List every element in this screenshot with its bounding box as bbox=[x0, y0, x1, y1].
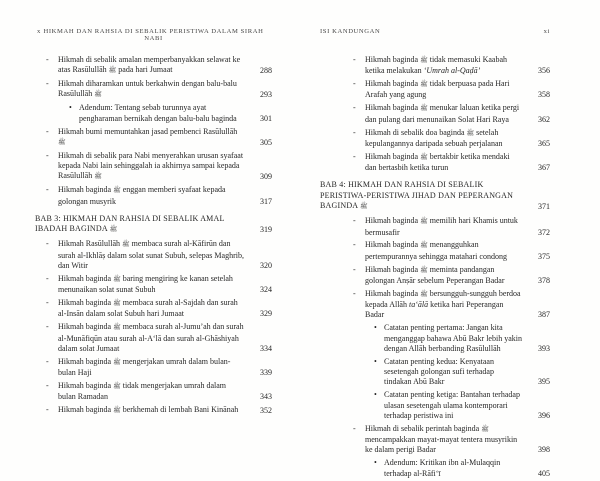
toc-entry-text: • Adendum: Tentang sebab turunnya ayat pengharaman bernikah dengan balu-balu baginda bbox=[69, 103, 237, 123]
toc-page-number: 395 bbox=[538, 377, 550, 387]
dash-bullet: - bbox=[46, 273, 49, 283]
toc-page-number: 365 bbox=[538, 138, 550, 148]
toc-entry-text: - Hikmah di sebalik doa baginda ﷺ setelah kepulangannya daripada sebuah perjalanan bbox=[353, 127, 503, 148]
folio-left: x bbox=[37, 28, 41, 35]
toc-entry bbox=[35, 405, 272, 416]
saw-honorific-symbol: ﷺ bbox=[58, 138, 66, 146]
toc-entry-text: - Hikmah baginda ﷺ membaca surah al-Sajdah dan surah al-Insān dalam solat Subuh hari Jumaat bbox=[46, 298, 238, 319]
toc-entry bbox=[320, 458, 550, 479]
toc-page-number: 362 bbox=[538, 114, 550, 124]
dash-bullet: - bbox=[353, 423, 356, 433]
toc-page-number: 378 bbox=[538, 275, 550, 285]
toc-entry bbox=[320, 103, 550, 125]
toc-entry-text: - Hikmah bumi memuntahkan jasad pembenci Rasūlullāh ﷺ bbox=[46, 126, 238, 146]
toc-entry bbox=[320, 390, 550, 421]
toc-page-number: 352 bbox=[260, 406, 272, 416]
toc-entry bbox=[35, 127, 272, 149]
saw-honorific-symbol: ﷺ bbox=[94, 91, 102, 99]
toc-page-number: 343 bbox=[260, 392, 272, 402]
saw-honorific-symbol: ﷺ bbox=[94, 173, 102, 181]
toc-chapter-entry bbox=[35, 214, 272, 236]
saw-honorific-symbol: ﷺ bbox=[113, 407, 121, 415]
toc-page-number: 398 bbox=[538, 445, 550, 455]
toc-entry-text: BAB 4: HIKMAH DAN RAHSIA DI SEBALIK PERISTIWA-PERISTIWA JIHAD DAN PEPERANGAN BAGINDA ﷺ bbox=[320, 180, 514, 210]
dash-bullet: - bbox=[353, 264, 356, 274]
toc-entry bbox=[35, 185, 272, 207]
toc-entry bbox=[35, 151, 272, 183]
dash-bullet: - bbox=[46, 126, 49, 136]
dash-bullet: - bbox=[353, 216, 356, 226]
toc-page-number: 371 bbox=[538, 201, 550, 211]
toc-entry-text: - Hikmah diharamkan untuk berkahwin dengan balu-balu Rasūlullāh ﷺ bbox=[46, 79, 237, 99]
toc-entry-text: - Hikmah Rasūlullāh ﷺ membaca surah al-Kāfirūn dan surah al-Ikhlāṣ dalam solat sunat Subuh, selepas Maghrib, dan Witir bbox=[46, 239, 244, 271]
toc-entry-text: - Hikmah baginda ﷺ menangguhkan pertempurannya sehingga matahari condong bbox=[353, 240, 507, 261]
toc-entry-text: - Hikmah baginda ﷺ baring mengiring ke kanan setelah menunaikan solat sunat Subuh bbox=[46, 273, 233, 295]
saw-honorific-symbol: ﷺ bbox=[420, 218, 428, 226]
toc-entry-text: • Adendum: Kritikan ibn al-Mulaqqin terhadap al-Rāfi‘ī bbox=[374, 458, 501, 478]
dash-bullet: - bbox=[353, 151, 356, 161]
saw-honorific-symbol: ﷺ bbox=[420, 242, 428, 250]
dash-bullet: - bbox=[353, 79, 356, 89]
saw-honorific-symbol: ﷺ bbox=[108, 67, 117, 75]
toc-entry-text: - Hikmah baginda ﷺ menukar laluan ketika pergi dan pulang dari menunaikan Solat Hari Raya bbox=[353, 103, 520, 124]
saw-honorific-symbol: ﷺ bbox=[113, 382, 121, 390]
toc-entry bbox=[35, 322, 272, 354]
toc-page-number: 387 bbox=[538, 310, 550, 320]
saw-honorific-symbol: ﷺ bbox=[420, 153, 428, 161]
toc-page-number: 393 bbox=[538, 343, 550, 353]
dash-bullet: - bbox=[46, 356, 49, 366]
saw-honorific-symbol: ﷺ bbox=[420, 105, 428, 113]
running-title-left: HIKMAH DAN RAHSIA DI SEBALIK PERISTIWA DALAM SIRAH NABI bbox=[43, 28, 264, 42]
toc-page-number: 358 bbox=[538, 90, 550, 100]
saw-honorific-symbol: ﷺ bbox=[113, 275, 121, 283]
toc-entry bbox=[320, 55, 550, 77]
dash-bullet: - bbox=[353, 288, 356, 298]
dot-bullet: • bbox=[374, 356, 377, 366]
left-page-header bbox=[35, 28, 272, 40]
toc-entry bbox=[320, 240, 550, 262]
folio-right: xi bbox=[543, 28, 550, 35]
toc-page-number: 339 bbox=[260, 368, 272, 378]
toc-entry-text: - Hikmah di sebalik amalan memperbanyakkan selawat ke atas Rasūlullāh ﷺ pada hari Jumaat bbox=[46, 55, 241, 75]
toc-page-number: 317 bbox=[260, 196, 272, 206]
toc-chapter-entry bbox=[320, 180, 550, 212]
toc-entry bbox=[35, 274, 272, 296]
saw-honorific-symbol: ﷺ bbox=[360, 202, 368, 210]
toc-entry bbox=[35, 79, 272, 101]
toc-entry-text: • Catatan penting ketiga: Bantahan terhadap ulasan sesetengah ulama kontemporari terhadap peristiwa ini bbox=[374, 390, 520, 420]
toc-page-number: 367 bbox=[538, 163, 550, 173]
toc-entry bbox=[320, 357, 550, 388]
toc-entry-text: - Hikmah baginda ﷺ berkhemah di lembah Bani Kinānah bbox=[46, 405, 239, 415]
toc-entry-text: - Hikmah di sebalik perintah baginda ﷺ mencampakkan mayat-mayat tentera musyrikin ke dalam perigi Badar bbox=[353, 423, 518, 455]
toc-page-number: 375 bbox=[538, 251, 550, 261]
dash-bullet: - bbox=[46, 405, 49, 415]
dash-bullet: - bbox=[46, 239, 49, 249]
toc-entry-text: • Catatan penting kedua: Kenyataan sesetengah golongan sufi terhadap tindakan Abū Bakr bbox=[374, 356, 494, 387]
dot-bullet: • bbox=[374, 323, 377, 333]
saw-honorific-symbol: ﷺ bbox=[122, 241, 130, 249]
dash-bullet: - bbox=[46, 150, 49, 160]
dash-bullet: - bbox=[353, 240, 356, 250]
toc-entry bbox=[320, 128, 550, 150]
toc-list-left bbox=[35, 55, 272, 416]
dash-bullet: - bbox=[353, 103, 356, 113]
saw-honorific-symbol: ﷺ bbox=[113, 187, 121, 195]
right-page-header bbox=[320, 28, 550, 40]
toc-page-number: 372 bbox=[538, 227, 550, 237]
toc-page-number: 288 bbox=[260, 66, 272, 76]
toc-entry bbox=[320, 323, 550, 354]
dash-bullet: - bbox=[46, 380, 49, 390]
dot-bullet: • bbox=[69, 103, 72, 113]
saw-honorific-symbol: ﷺ bbox=[420, 266, 428, 274]
dash-bullet: - bbox=[46, 298, 49, 308]
toc-entry-text: BAB 3: HIKMAH DAN RAHSIA DI SEBALIK AMAL IBADAH BAGINDA ﷺ bbox=[35, 213, 225, 234]
saw-honorific-symbol: ﷺ bbox=[420, 81, 428, 89]
toc-entry bbox=[320, 265, 550, 287]
toc-entry bbox=[320, 79, 550, 101]
toc-page-number: 405 bbox=[538, 468, 550, 478]
toc-entry-text: - Hikmah baginda ﷺ membaca surah al-Jumu’ah dan surah al-Munāfiqūn atau surah al-A‘lā dan surah al-Ghāshiyah dalam solat Jumaat bbox=[46, 322, 244, 353]
toc-page-number: 293 bbox=[260, 90, 272, 100]
toc-entry bbox=[35, 103, 272, 124]
dot-bullet: • bbox=[374, 390, 377, 400]
toc-entry-text: • Catatan penting pertama: Jangan kita menganggap bahawa Abū Bakr lebih yakin dengan Allāh berbanding Rasūlullāh bbox=[374, 323, 522, 353]
dot-bullet: • bbox=[374, 458, 377, 468]
toc-page-number: 334 bbox=[260, 343, 272, 353]
saw-honorific-symbol: ﷺ bbox=[113, 324, 121, 332]
toc-entry bbox=[35, 298, 272, 320]
toc-page-number: 356 bbox=[538, 66, 550, 76]
toc-entry-text: - Hikmah baginda ﷺ tidak memasuki Kaabah ketika melakukan ‘Umrah al-Qaḍā’ bbox=[353, 55, 508, 76]
toc-page-number: 329 bbox=[260, 309, 272, 319]
saw-honorific-symbol: ﷺ bbox=[420, 290, 428, 298]
saw-honorific-symbol: ﷺ bbox=[466, 129, 475, 137]
toc-entry-text: - Hikmah baginda ﷺ bertakbir ketika mendaki dan bertasbih ketika turun bbox=[353, 151, 510, 173]
toc-entry-text: - Hikmah baginda ﷺ tidak mengerjakan umrah dalam bulan Ramadan bbox=[46, 380, 227, 402]
saw-honorific-symbol: ﷺ bbox=[420, 57, 428, 64]
toc-entry-text: - Hikmah baginda ﷺ enggan memberi syafaat kepada golongan musyrik bbox=[46, 185, 226, 206]
dash-bullet: - bbox=[46, 322, 49, 332]
saw-honorific-symbol: ﷺ bbox=[109, 226, 118, 234]
toc-page-number: 305 bbox=[260, 137, 272, 147]
toc-list-right bbox=[320, 55, 550, 479]
toc-page-number: 396 bbox=[538, 410, 550, 420]
toc-page-number: 301 bbox=[260, 113, 272, 123]
toc-entry-text: - Hikmah baginda ﷺ meminta pandangan golongan Anṣār sebelum Peperangan Badar bbox=[353, 264, 505, 285]
running-title-right: ISI KANDUNGAN bbox=[320, 28, 381, 35]
toc-page-number: 320 bbox=[260, 261, 272, 271]
dash-bullet: - bbox=[353, 55, 356, 64]
saw-honorific-symbol: ﷺ bbox=[113, 300, 121, 308]
toc-entry-text: - Hikmah baginda ﷺ memilih hari Khamis untuk bermusafir bbox=[353, 216, 518, 237]
toc-entry-text: - Hikmah baginda ﷺ tidak berpuasa pada Hari Arafah yang agung bbox=[353, 79, 510, 100]
toc-entry bbox=[320, 289, 550, 321]
left-page bbox=[35, 28, 272, 419]
dash-bullet: - bbox=[46, 185, 49, 195]
saw-honorific-symbol: ﷺ bbox=[113, 358, 121, 366]
toc-entry bbox=[320, 216, 550, 238]
right-page bbox=[320, 28, 550, 481]
toc-entry-text: - Hikmah baginda ﷺ mengerjakan umrah dalam bulan-bulan Haji bbox=[46, 356, 231, 378]
saw-honorific-symbol: ﷺ bbox=[481, 425, 489, 433]
toc-entry-text: - Hikmah di sebalik para Nabi menyerahkan urusan syafaat kepada Nabi lain sehinggalah ia akhirnya sampai kepada Rasūlullāh ﷺ bbox=[46, 150, 244, 181]
toc-entry bbox=[35, 381, 272, 403]
toc-entry-text: - Hikmah baginda ﷺ bersungguh-sungguh berdoa kepada Allāh ta‘ālā ketika hari Peperangan Badar bbox=[353, 288, 521, 320]
toc-entry bbox=[320, 152, 550, 174]
dash-bullet: - bbox=[46, 55, 49, 64]
toc-entry bbox=[35, 239, 272, 271]
dash-bullet: - bbox=[353, 127, 356, 137]
toc-page-number: 309 bbox=[260, 172, 272, 182]
toc-page-number: 319 bbox=[260, 225, 272, 235]
toc-entry bbox=[320, 424, 550, 456]
toc-entry bbox=[35, 357, 272, 379]
toc-page-number: 324 bbox=[260, 285, 272, 295]
dash-bullet: - bbox=[46, 79, 49, 89]
toc-entry bbox=[35, 55, 272, 77]
